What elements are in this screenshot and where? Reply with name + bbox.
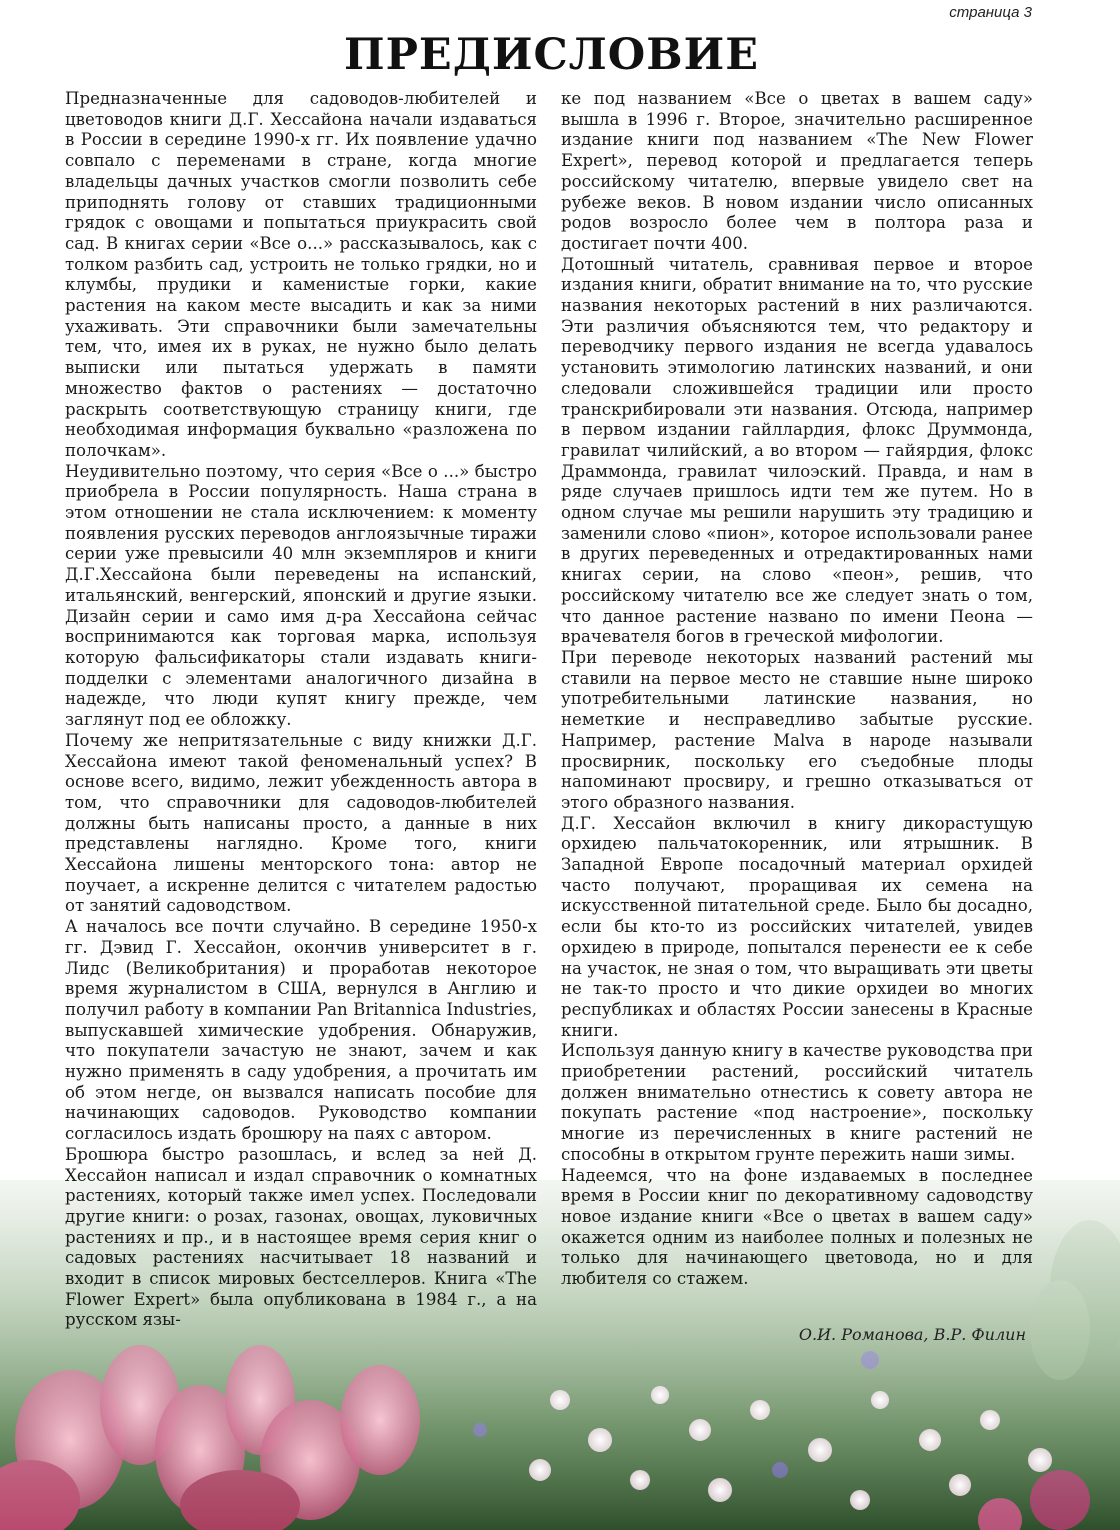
- paragraph: А началось все почти случайно. В середине 1950-х гг. Дэвид Г. Хессайон, окончив университет в г. Лидс (Великобритания) и проработав некоторое время журналистом в США, вернулся в Англию и получил работу в компании Pan Britannica Industries, выпускавшей химические удобрения. Обнаружив, что покупатели зачастую не знают, зачем и как нужно применять в саду удобрения, а прочитать им об этом негде, он вызвался написать пособие для начинающих садоводов. Руководство компании согласилось издать брошюру на паях с автором.: [65, 917, 537, 1144]
- right-column: [561, 89, 1033, 1290]
- paragraph: ке под названием «Все о цветах в вашем саду» вышла в 1996 г. Второе, значительно расширенное издание книги под названием «The New Flower Expert», перевод которой и предлагается теперь российскому читателю, впервые увидело свет на рубеже веков. В новом издании число описанных родов возросло более чем в полтора раза и достигает почти 400.: [561, 89, 1033, 253]
- paragraph: Используя данную книгу в качестве руководства при приобретении растений, российский читатель должен внимательно отнестись к совету автора не покупать растение «под настроение», поскольку многие из перечисленных в книге растений не способны в открытом грунте пережить наши зимы.: [561, 1041, 1033, 1164]
- author-signature: О.И. Романова, В.Р. Филин: [798, 1325, 1026, 1344]
- paragraph: Брошюра быстро разошлась, и вслед за ней Д. Хессайон написал и издал справочник о комнатных растениях, который также имел успех. Последовали другие книги: о розах, газонах, овощах, луковичных растениях и пр., и в настоящее время серия книг о садовых растениях насчитывает 18 названий и входит в список мировых бестселлеров. Книга «The Flower Expert» была опубликована в 1984 г., а на русском язы-: [65, 1144, 537, 1330]
- paragraph: Д.Г. Хессайон включил в книгу дикорастущую орхидею пальчатокоренник, или ятрышник. В Западной Европе посадочный материал орхидей часто получают, проращивая их семена на искусственной питательной среде. Было бы досадно, если бы кто-то из российских читателей, увидев орхидею в природе, попытался перенести ее к себе на участок, не зная о том, что выращивать эти цветы не так-то просто и что дикие орхидеи во многих республиках и областях России занесены в Красные книги.: [561, 813, 1033, 1040]
- page-title: ПРЕДИСЛОВИЕ: [343, 30, 760, 80]
- paragraph: Надеемся, что на фоне издаваемых в последнее время в России книг по декоративному садоводству новое издание книги «Все о цветах в вашем саду» окажется одним из наиболее полных и полезных не только для начинающего цветовода, но и для любителя со стажем.: [561, 1165, 1033, 1289]
- paragraph: Предназначенные для садоводов-любителей и цветоводов книги Д.Г. Хессайона начали издаваться в России в середине 1990-х гг. Их появление удачно совпало с переменами в стране, когда многие владельцы дачных участков смогли позволить себе приподнять голову от ставших традиционными грядок с овощами и попытаться приукрасить свой сад. В книгах серии «Все о...» рассказывалось, как с толком разбить сад, устроить не только грядки, но и клумбы, прудики и каменистые горки, какие растения на каком месте высадить и как за ними ухаживать. Эти справочники были замечательны тем, что, имея их в руках, не нужно было делать выписки или пытаться удержать в памяти множество фактов о растениях — достаточно раскрыть соответствующую страницу книги, где необходимая информация буквально «разложена по полочкам».: [65, 89, 537, 460]
- paragraph: Неудивительно поэтому, что серия «Все о ...» быстро приобрела в России популярность. Наша страна в этом отношении не стала исключением: к моменту появления русских переводов англоязычные тиражи серии уже превысили 40 млн экземпляров и книги Д.Г.Хессайона были переведены на испанский, итальянский, венгерский, японский и другие языки. Дизайн серии и само имя д-ра Хессайона сейчас воспринимаются как торговая марка, используя которую фальсификаторы стали издавать книги-подделки с элементами аналогичного дизайна в надежде, что люди купят книгу прежде, чем заглянут под ее обложку.: [65, 461, 537, 730]
- left-column: [65, 89, 537, 1331]
- paragraph: При переводе некоторых названий растений мы ставили на первое место не ставшие ныне широко употребительными латинские названия, но неметкие и несправедливо забытые русские. Например, растение Malva в народе называли просвирник, поскольку его съедобные плоды напоминают просвиру, и грешно отказываться от этого образного названия.: [561, 647, 1033, 812]
- paragraph: Почему же непритязательные с виду книжки Д.Г. Хессайона имеют такой феноменальный успех? В основе всего, видимо, лежит убежденность автора в том, что справочники для садоводов-любителей должны быть написаны просто, а данные в них представлены наглядно. Кроме того, книги Хессайона лишены менторского тона: автор не поучает, а искренне делится с читателем радостью от занятий садоводством.: [65, 730, 537, 916]
- page-number: страница 3: [949, 4, 1032, 21]
- paragraph: Дотошный читатель, сравнивая первое и второе издания книги, обратит внимание на то, что русские названия некоторых растений в них различаются. Эти различия объясняются тем, что редактору и переводчику первого издания не всегда удавалось установить этимологию латинских названий, и они следовали сложившейся традиции или просто транскрибировали эти названия. Отсюда, например в первом издании гайллардия, флокс Друммонда, гравилат чилийский, а во втором — гайярдия, флокс Драммонда, гравилат чилоэский. Правда, и нам в ряде случаев пришлось идти тем же путем. Но в одном случае мы решили нарушить эту традицию и заменили слово «пион», которое использовали ранее в других переведенных и отредактированных нами книгах серии, на слово «пеон», решив, что российскому читателю все же следует знать о том, что данное растение названо по имени Пеона — врачевателя богов в греческой мифологии.: [561, 254, 1033, 647]
